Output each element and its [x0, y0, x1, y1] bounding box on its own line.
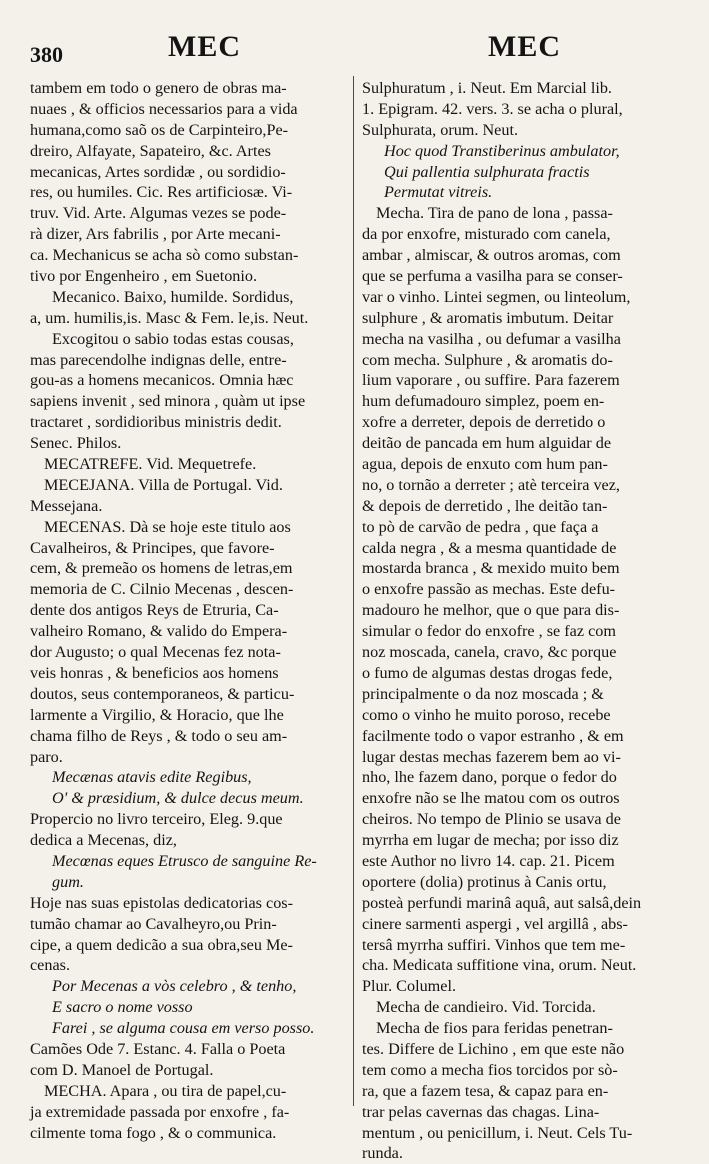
page-header	[30, 30, 687, 70]
text-line: mecanicas, Artes sordidæ , ou sordidio-	[30, 162, 286, 181]
text-line: O' & præsidium, & dulce decus meum.	[52, 789, 304, 808]
text-line: mas parecendolhe indignas delle, entre-	[30, 350, 287, 369]
text-line: como o vinho he muito poroso, recebe	[362, 705, 611, 724]
text-line: dreiro, Alfayate, Sapateiro, &c. Artes	[30, 141, 271, 160]
text-line: o fumo de algumas destas drogas fede,	[362, 663, 613, 682]
running-head-right: MEC	[488, 30, 561, 63]
text-line: mentum , ou penicillum, i. Neut. Cels Tu-	[362, 1123, 633, 1142]
text-line: humana,como saõ os de Carpinteiro,Pe-	[30, 120, 289, 139]
text-line: deitão de pancada em hum alguidar de	[362, 434, 612, 453]
text-line: cem, & premeão os homens de letras,em	[30, 559, 293, 578]
text-line: cha. Medicata suffitione vina, orum. Neut.	[362, 956, 637, 975]
text-line: var o vinho. Lintei segmen, ou linteolum,	[362, 287, 631, 306]
text-line: facilmente todo o vapor estranho , & em	[362, 726, 624, 745]
text-line: Mecha. Tira de pano de lona , passa-	[376, 204, 613, 223]
text-line: trar pelas cavernas das chagas. Lina-	[362, 1102, 600, 1121]
text-line: runda.	[362, 1144, 403, 1163]
text-line: Mecœnas eques Etrusco de sanguine Re-	[52, 851, 317, 870]
text-line: principalmente o da noz moscada ; &	[362, 684, 604, 703]
text-line: cipe, a quem dedicão a sua obra,seu Me-	[30, 935, 293, 954]
text-line: gum.	[52, 872, 84, 891]
text-line: dedica a Mecenas, diz,	[30, 831, 177, 850]
text-line: Mecænas atavis edite Regibus,	[52, 768, 252, 787]
text-line: Plur. Columel.	[362, 977, 456, 996]
text-line: Mecanico. Baixo, humilde. Sordidus,	[52, 287, 294, 306]
text-line: Hoje nas suas epistolas dedicatorias cos-	[30, 893, 293, 912]
text-line: mecha na vasilha , ou defumar a vasilha	[362, 329, 621, 348]
text-line: com mecha. Sulphure , & aromatis do-	[362, 350, 613, 369]
text-line: Mecha de candieiro. Vid. Torcida.	[376, 998, 596, 1017]
text-line: calda negra , & a mesma quantidade de	[362, 538, 617, 557]
text-line: Qui pallentia sulphurata fractis	[384, 162, 590, 181]
text-line: tivo por Engenheiro , em Suetonio.	[30, 267, 258, 286]
text-line: doutos, seus contemporaneos, & particu-	[30, 684, 295, 703]
text-line: dor Augusto; o qual Mecenas fez nota-	[30, 643, 281, 662]
text-line: no, o tornão a derreter ; atè terceira vez,	[362, 475, 620, 494]
text-line: a, um. humilis,is. Masc & Fem. le,is. Neut.	[30, 308, 309, 327]
text-line: da por enxofre, misturado com canela,	[362, 225, 611, 244]
column-divider	[353, 76, 354, 1106]
text-line: MECENAS. Dà se hoje este titulo aos	[44, 517, 291, 536]
text-line: sulphure , & aromatis imbutum. Deitar	[362, 308, 614, 327]
text-line: que se perfuma a vasilha para se conser-	[362, 267, 623, 286]
text-line: cheiros. No tempo de Plinio se usava de	[362, 810, 621, 829]
text-line: ra, que a fazem tesa, & capaz para en-	[362, 1081, 609, 1100]
text-line: Excogitou o sabio todas estas cousas,	[52, 329, 294, 348]
text-line: ja extremidade passada por enxofre , fa-	[30, 1102, 290, 1121]
text-line: chama filho de Reys , & todo o seu am-	[30, 726, 288, 745]
text-line: res, ou humiles. Cic. Res artificiosæ. Vi-	[30, 183, 293, 202]
text-line: Sulphurata, orum. Neut.	[362, 120, 519, 139]
text-line: sapiens invenit , sed minora , quàm ut ipse	[30, 392, 306, 411]
text-line: ca. Mechanicus se acha sò como substan-	[30, 246, 299, 265]
text-line: com D. Manoel de Portugal.	[30, 1060, 214, 1079]
text-line: cinere sarmenti aspergi , vel argillâ , abs-	[362, 914, 628, 933]
text-line: MECATREFE. Vid. Mequetrefe.	[44, 455, 257, 474]
text-line: mostarda branca , & mexido muito bem	[362, 559, 620, 578]
text-line: Hoc quod Transtiberinus ambulator,	[384, 141, 620, 160]
page-number: 380	[30, 42, 63, 67]
text-line: Por Mecenas a vòs celebro , & tenho,	[52, 977, 297, 996]
text-line: este Author no livro 14. cap. 21. Picem	[362, 851, 615, 870]
text-line: nho, lhe fazem dano, porque o fedor do	[362, 768, 617, 787]
text-line: tes. Differe de Lichino , em que este não	[362, 1039, 625, 1058]
text-line: ambar , almiscar, & outros aromas, com	[362, 246, 621, 265]
left-column	[30, 78, 350, 1143]
text-line: madouro he melhor, que o que para dis-	[362, 601, 620, 620]
text-line: oportere (dolia) protinus à Canis ortu,	[362, 872, 607, 891]
text-line: tractaret , sordidioribus ministris dedit.	[30, 413, 282, 432]
text-line: & depois de derretido , lhe deitão tan-	[362, 496, 608, 515]
right-column	[362, 78, 688, 1164]
text-line: Farei , se alguma cousa em verso posso.	[52, 1019, 315, 1038]
text-line: larmente a Virgilio, & Horacio, que lhe	[30, 705, 284, 724]
text-line: gou-as a homens mecanicos. Omnia hæc	[30, 371, 294, 390]
text-line: enxofre não se lhe matou com os outros	[362, 789, 620, 808]
text-line: posteà perfundi marinâ aquâ, aut salsâ,dein	[362, 893, 642, 912]
text-line: lium vaporare , ou suffire. Para fazerem	[362, 371, 620, 390]
text-line: nuaes , & officios necessarios para a vida	[30, 99, 298, 118]
text-line: agua, depois de enxuto com hum pan-	[362, 455, 608, 474]
text-line: Messejana.	[30, 496, 103, 515]
text-line: Cavalheiros, & Principes, que favore-	[30, 538, 275, 557]
text-line: paro.	[30, 747, 63, 766]
text-line: dente dos antigos Reys de Etruria, Ca-	[30, 601, 279, 620]
text-line: Mecha de fios para feridas penetran-	[376, 1019, 613, 1038]
text-line: tersâ myrrha suffiri. Vinhos que tem me-	[362, 935, 626, 954]
text-line: Permutat vitreis.	[384, 183, 493, 202]
text-line: memoria de C. Cilnio Mecenas , descen-	[30, 580, 294, 599]
text-line: hum defumadouro simplez, poem en-	[362, 392, 605, 411]
text-line: 1. Epigram. 42. vers. 3. se acha o plural,	[362, 99, 623, 118]
text-line: lugar destas mechas fazerem bem ao vi-	[362, 747, 621, 766]
text-line: E sacro o nome vosso	[52, 998, 193, 1017]
text-line: noz moscada, canela, cravo, &c porque	[362, 643, 617, 662]
text-line: Camões Ode 7. Estanc. 4. Falla o Poeta	[30, 1039, 286, 1058]
text-line: Senec. Philos.	[30, 434, 122, 453]
text-line: o enxofre passão as mechas. Este defu-	[362, 580, 616, 599]
running-head-left: MEC	[168, 30, 241, 63]
text-line: truv. Vid. Arte. Algumas vezes se pode-	[30, 204, 287, 223]
text-line: valheiro Romano, & valido do Empera-	[30, 622, 288, 641]
text-line: rà dizer, Ars fabrilis , por Arte mecani-	[30, 225, 281, 244]
text-line: tambem em todo o genero de obras ma-	[30, 79, 287, 97]
text-line: cenas.	[30, 956, 70, 975]
text-line: myrrha em lugar de mecha; por isso diz	[362, 831, 619, 850]
text-line: MECHA. Apara , ou tira de papel,cu-	[44, 1081, 287, 1100]
text-line: simular o fedor do enxofre , se faz com	[362, 622, 616, 641]
text-line: xofre a derreter, depois de derretido o	[362, 413, 606, 432]
text-line: tumão chamar ao Cavalheyro,ou Prin-	[30, 914, 277, 933]
text-line: Propercio no livro terceiro, Eleg. 9.que	[30, 810, 283, 829]
text-line: to pò de carvão de pedra , que faça a	[362, 517, 599, 536]
text-line: tem como a mecha fios torcidos por sò-	[362, 1060, 618, 1079]
text-line: veis honras , & beneficios aos homens	[30, 663, 279, 682]
text-line: cilmente toma fogo , & o communica.	[30, 1123, 277, 1142]
text-line: MECEJANA. Villa de Portugal. Vid.	[44, 475, 283, 494]
text-line: Sulphuratum , i. Neut. Em Marcial lib.	[362, 79, 612, 97]
